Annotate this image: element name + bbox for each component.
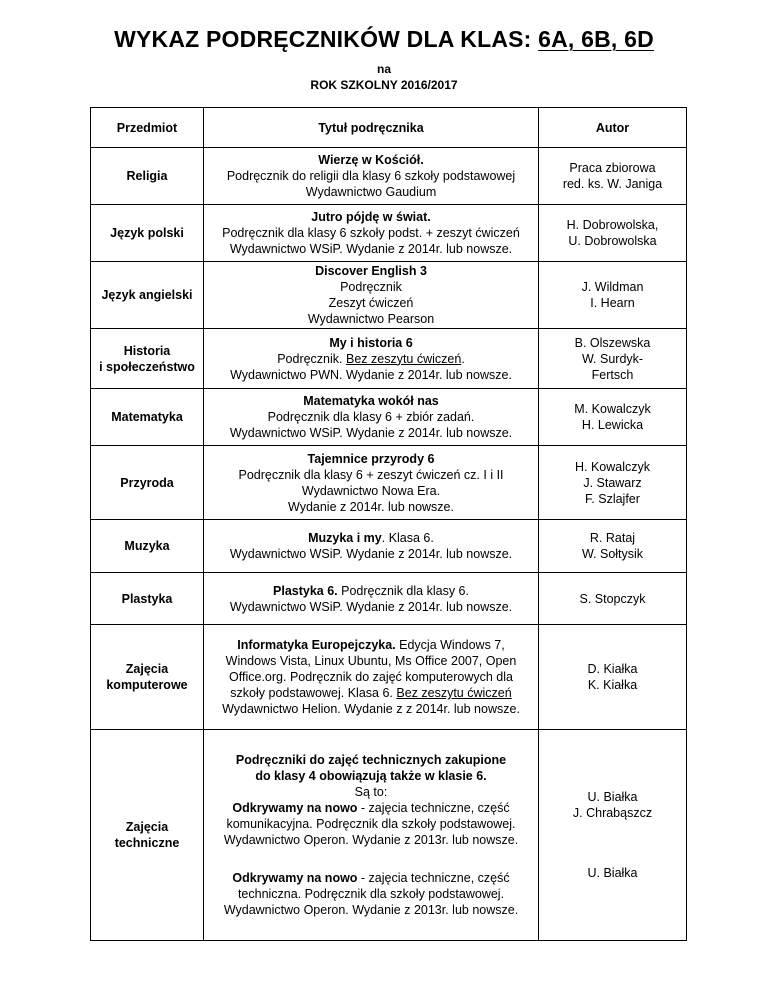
author-cell [539, 520, 687, 573]
subject-cell: Religia [91, 148, 204, 205]
header-subject: Przedmiot [91, 108, 204, 148]
table-row [91, 520, 687, 573]
subject-cell [91, 730, 204, 941]
book-line: Wydawnictwo Helion. Wydanie z z 2014r. lub nowsze. [222, 702, 520, 716]
table-row [91, 329, 687, 389]
subtitle-na: na [376, 62, 391, 76]
intro-line: Podręczniki do zajęć technicznych zakupione [235, 753, 507, 767]
author-line: U. Dobrowolska [568, 234, 657, 248]
title-cell [204, 573, 539, 625]
book-line: Podręcznik [340, 280, 402, 294]
book-line: Podręcznik dla klasy 6 + zeszyt ćwiczeń cz. I i II [238, 467, 504, 482]
author-line: Praca zbiorowa [569, 161, 656, 175]
subject-cell: Język polski [91, 205, 204, 262]
subject-line: i społeczeństwo [99, 359, 195, 374]
book-title: Plastyka 6. [273, 583, 338, 598]
book-line: Podręcznik dla klasy 6 szkoły podst. + zeszyt ćwiczeń [222, 226, 520, 240]
book-line-text: Edycja Windows 7, [395, 638, 505, 652]
title-cell [204, 730, 539, 941]
book-line: Windows Vista, Linux Ubuntu, Ms Office 2007, Open [225, 654, 517, 668]
header-title: Tytuł podręcznika [204, 108, 539, 148]
book-line [207, 870, 535, 886]
book-line: Podręcznik dla klasy 6 + zbiór zadań. [267, 410, 475, 424]
author-cell [539, 625, 687, 730]
author-line: J. Wildman [581, 280, 644, 294]
book-line [207, 351, 535, 367]
author-line: M. Kowalczyk [574, 402, 651, 416]
book-line: Podręcznik do religii dla klasy 6 szkoły podstawowej [226, 169, 516, 183]
book-line: Wydawnictwo WSiP. Wydanie z 2014r. lub nowsze. [229, 242, 513, 256]
spacer [207, 848, 535, 870]
subject-cell: Plastyka [91, 573, 204, 625]
book-line: Wydawnictwo WSiP. Wydanie z 2014r. lub nowsze. [229, 426, 513, 440]
author-line: R. Rataj [589, 531, 636, 545]
author-line: H. Lewicka [581, 418, 644, 432]
author-cell [539, 262, 687, 329]
book-title: Jutro pójdę w świat. [311, 210, 431, 224]
book-line-text: . [461, 351, 465, 366]
author-line: H. Dobrowolska, [566, 218, 659, 232]
author-line: red. ks. W. Janiga [562, 177, 663, 191]
book-line: komunikacyjna. Podręcznik dla szkoły podstawowej. [226, 817, 516, 831]
table-row [91, 262, 687, 329]
subtitle-school-year: ROK SZKOLNY 2016/2017 [310, 78, 458, 92]
subject-cell [91, 329, 204, 389]
document-title [0, 26, 768, 53]
book-line [207, 685, 535, 701]
author-line: U. Białka [587, 790, 638, 804]
book-title: My i historia 6 [329, 335, 413, 350]
title-cell [204, 262, 539, 329]
book-line: Wydawnictwo Operon. Wydanie z 2013r. lub nowsze. [223, 833, 519, 847]
title-classes: 6A, 6B, 6D [538, 26, 654, 52]
table-row [91, 205, 687, 262]
subject-cell: Matematyka [91, 389, 204, 446]
title-cell [204, 205, 539, 262]
author-cell [539, 389, 687, 446]
no-workbook-note: Bez zeszytu ćwiczeń [345, 351, 462, 366]
subject-cell: Język angielski [91, 262, 204, 329]
book-line-text: Podręcznik. [277, 351, 346, 366]
table-row [91, 573, 687, 625]
author-line: B. Olszewska [574, 335, 651, 350]
table-header-row [91, 108, 687, 148]
author-cell [539, 730, 687, 941]
book-line: Office.org. Podręcznik do zajęć komputerowych dla [229, 670, 513, 684]
author-line: I. Hearn [590, 296, 635, 310]
book-line-text: - zajęcia techniczne, część [357, 871, 510, 885]
table-row [91, 148, 687, 205]
subject-line: Zajęcia [125, 662, 169, 676]
title-cell [204, 389, 539, 446]
book-title: Tajemnice przyrody 6 [307, 451, 435, 466]
book-line: techniczna. Podręcznik dla szkoły podstawowej. [237, 887, 505, 901]
book-line [207, 637, 535, 653]
book-line-text: . Klasa 6. [381, 531, 434, 545]
table-row [91, 446, 687, 520]
author-cell: S. Stopczyk [539, 573, 687, 625]
book-line: Wydawnictwo Nowa Era. [301, 483, 441, 498]
book-line: Zeszyt ćwiczeń [328, 296, 414, 310]
book-line: Wydawnictwo Gaudium [305, 185, 437, 199]
subject-line: Historia [123, 343, 171, 358]
book-title: Odkrywamy na nowo [232, 871, 358, 885]
title-cell [204, 148, 539, 205]
title-cell [204, 625, 539, 730]
author-line: K. Kiałka [587, 678, 638, 692]
textbook-table [90, 107, 687, 941]
book-line [207, 583, 535, 599]
author-line: U. Białka [587, 866, 638, 880]
author-line: W. Sołtysik [581, 547, 644, 561]
subject-cell: Przyroda [91, 446, 204, 520]
intro-line: do klasy 4 obowiązują także w klasie 6. [255, 769, 487, 783]
subject-cell: Muzyka [91, 520, 204, 573]
book-title: Matematyka wokół nas [303, 394, 439, 408]
subject-line: techniczne [114, 836, 180, 850]
book-line: Wydawnictwo PWN. Wydanie z 2014r. lub nowsze. [230, 367, 512, 382]
book-line: Wydawnictwo Pearson [307, 312, 435, 326]
author-cell [539, 205, 687, 262]
book-line: Wydanie z 2014r. lub nowsze. [288, 499, 454, 514]
subject-cell [91, 625, 204, 730]
book-line: Wydawnictwo Operon. Wydanie z 2013r. lub nowsze. [223, 903, 519, 917]
book-line-text: szkoły podstawowej. Klasa 6. [230, 686, 397, 700]
author-line: F. Szlajfer [585, 491, 640, 506]
title-cell [204, 520, 539, 573]
author-cell [539, 148, 687, 205]
table-row [91, 625, 687, 730]
book-title: Wierzę w Kościół. [318, 153, 424, 167]
author-cell [539, 329, 687, 389]
spacer [542, 821, 683, 865]
author-cell [539, 446, 687, 520]
title-cell [204, 446, 539, 520]
author-line: J. Chrabąszcz [572, 806, 653, 820]
author-line: H. Kowalczyk [574, 459, 651, 474]
author-line: D. Kiałka [587, 662, 638, 676]
book-line-text: - zajęcia techniczne, część [357, 801, 510, 815]
no-workbook-note: Bez zeszytu ćwiczeń [396, 686, 512, 700]
title-cell [204, 329, 539, 389]
author-line: Fertsch [591, 367, 634, 382]
book-title: Informatyka Europejczyka. [237, 638, 396, 652]
book-line-text: Podręcznik dla klasy 6. [337, 583, 469, 598]
book-line [207, 800, 535, 816]
header-author: Autor [539, 108, 687, 148]
subject-line: Zajęcia [125, 820, 169, 834]
table-row [91, 389, 687, 446]
table-row [91, 730, 687, 941]
book-line: Wydawnictwo WSiP. Wydanie z 2014r. lub nowsze. [229, 547, 513, 561]
book-line [207, 530, 535, 546]
author-line: W. Surdyk- [581, 351, 644, 366]
author-line: J. Stawarz [583, 475, 642, 490]
title-prefix: WYKAZ PODRĘCZNIKÓW DLA KLAS: [114, 26, 532, 52]
intro-line: Są to: [354, 785, 388, 799]
book-title: Discover English 3 [315, 264, 427, 278]
book-title: Odkrywamy na nowo [232, 801, 358, 815]
book-line: Wydawnictwo WSiP. Wydanie z 2014r. lub nowsze. [229, 599, 513, 614]
subject-line: komputerowe [106, 678, 188, 692]
book-title: Muzyka i my [308, 531, 382, 545]
